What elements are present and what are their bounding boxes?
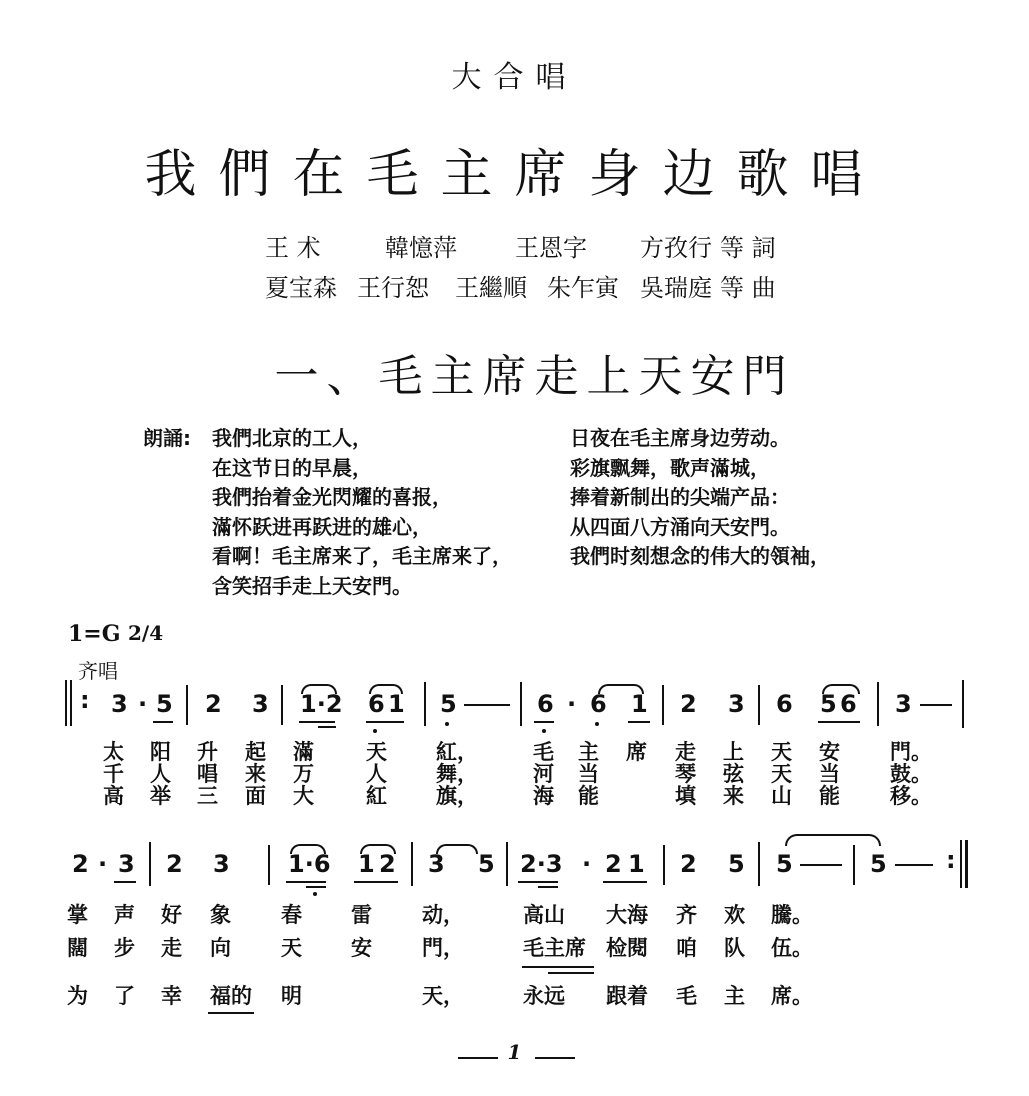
barline (411, 842, 413, 886)
lyric: 填 (675, 784, 696, 808)
underline (318, 726, 336, 728)
score-line-1 (0, 680, 1029, 740)
lyric: 門。 (890, 740, 932, 764)
lyric: 永远 (523, 984, 565, 1008)
note: 2 (166, 850, 183, 878)
lyric: 毛 (676, 984, 697, 1008)
lyric: 人 (366, 762, 387, 786)
lyric: 高山 (523, 903, 565, 927)
score-line-2 (0, 840, 1029, 900)
extension-dash (920, 704, 952, 706)
lyric: 移。 (890, 784, 932, 808)
lyric: 春 (281, 903, 302, 927)
lyric: 海 (533, 784, 554, 808)
lyric: 唱 (197, 762, 218, 786)
note: 2 (379, 850, 396, 878)
repeat-end-barline (965, 840, 968, 888)
composer-name: 王繼順 (455, 274, 527, 302)
composer-name: 王行恕 (357, 274, 429, 302)
lyric: 面 (245, 784, 266, 808)
recitation-line: 日夜在毛主席身边劳动。 (570, 426, 790, 450)
lyric: 大海 (606, 903, 648, 927)
lyricist-name: 王恩字 (515, 234, 587, 262)
recitation-line: 含笑招手走上天安門。 (212, 573, 412, 598)
lyric: 能 (578, 784, 599, 808)
lyric: 为 (67, 984, 88, 1008)
lyric: 高 (103, 784, 124, 808)
lyric: 天， (422, 984, 464, 1008)
note: 1 (388, 690, 405, 718)
lyric: 当 (578, 762, 599, 786)
barline (506, 842, 508, 886)
lyric: 举 (150, 784, 171, 808)
lyric: 象 (210, 903, 231, 927)
lyric: 毛主席 (523, 936, 586, 960)
note: 2 (680, 850, 697, 878)
underline (286, 881, 326, 883)
lyric: 紅 (366, 784, 387, 808)
lyric: 弦 (723, 762, 744, 786)
note: 5 (776, 850, 793, 878)
lyricist-name: 韓憶萍 (385, 234, 457, 262)
lyric: 舞， (436, 762, 478, 786)
lyric: 升 (197, 740, 218, 764)
section-title: 一、毛主席走上天安門 (274, 351, 795, 402)
melisma-underline (208, 1012, 254, 1014)
repeat-start-barline (70, 680, 72, 726)
lyric: 明 (281, 984, 302, 1008)
note: 3 (428, 850, 445, 878)
note: 1·2 (300, 690, 343, 718)
underline (114, 881, 136, 883)
composer-suffix: 等 曲 (720, 274, 776, 302)
note-dot: · (567, 690, 577, 718)
note: 2 (680, 690, 697, 718)
lyric: 齐 (676, 903, 697, 927)
page-number-rule (535, 1057, 575, 1059)
barline (962, 680, 964, 728)
low-octave-dot (445, 722, 449, 726)
note: 5 (440, 690, 457, 718)
lyric: 主 (578, 740, 599, 764)
lyric: 了 (114, 984, 135, 1008)
note: 1·6 (288, 850, 331, 878)
recitation-line: 在这节日的早晨， (212, 455, 372, 480)
lyric: 千 (103, 762, 124, 786)
voice-marking: 齐唱 (78, 659, 118, 683)
note: 5 (820, 690, 837, 718)
note: 3 (118, 850, 135, 878)
lyric: 检閱 (606, 936, 648, 960)
lyric: 大 (293, 784, 314, 808)
lyric: 天 (771, 762, 792, 786)
note: 6 (537, 690, 554, 718)
recitation-line: 我們时刻想念的伟大的領袖， (570, 544, 830, 568)
lyric: 万 (293, 762, 314, 786)
low-octave-dot (373, 729, 377, 733)
lyric: 毛 (533, 740, 554, 764)
lyric: 阳 (150, 740, 171, 764)
note-dot: · (582, 850, 592, 878)
recitation-line: 我們北京的工人， (212, 426, 372, 450)
extension-dash (464, 704, 510, 706)
underline (354, 881, 398, 883)
barline (877, 682, 879, 726)
lyric: 天 (366, 740, 387, 764)
tie (785, 834, 881, 846)
barline (149, 842, 151, 886)
recitation-line: 滿怀跃进再跃进的雄心， (212, 514, 432, 539)
lyric: 河 (533, 762, 554, 786)
time-signature: 2/4 (128, 621, 164, 645)
note: 6 (590, 690, 607, 718)
note: 5 (870, 850, 887, 878)
recitation-line: 捧着新制出的尖端产品： (570, 485, 790, 509)
underline (518, 881, 558, 883)
lyric: 能 (819, 784, 840, 808)
lyric: 声 (114, 903, 135, 927)
lyric: 闊 (67, 936, 88, 960)
note: 3 (213, 850, 230, 878)
barline (758, 842, 760, 886)
song-title: 我們在毛主席身边歌唱 (144, 145, 885, 205)
lyric: 咱 (676, 936, 697, 960)
note: 6 (840, 690, 857, 718)
note: 3 (895, 690, 912, 718)
lyric: 門， (422, 936, 464, 960)
repeat-colon: : (946, 846, 956, 874)
lyricist-name: 王 术 (265, 234, 321, 262)
lyric: 旗， (436, 784, 478, 808)
page-number: 1 (507, 1040, 522, 1064)
underline (366, 721, 404, 723)
composer-name: 吳瑞庭 (640, 274, 712, 302)
note: 2 (205, 690, 222, 718)
recitation-right-column (570, 424, 830, 572)
note: 2 (605, 850, 622, 878)
low-octave-dot (313, 892, 317, 896)
note: 1 (628, 850, 645, 878)
extension-dash (895, 864, 933, 866)
barline (663, 845, 665, 885)
barline (424, 682, 426, 726)
note: 1 (631, 690, 648, 718)
note-dot: · (98, 850, 108, 878)
extension-dash (800, 864, 842, 866)
composer-name: 夏宝森 (265, 274, 337, 302)
lyric: 向 (210, 936, 231, 960)
recitation-left-column (212, 424, 512, 601)
lyric: 太 (103, 740, 124, 764)
underline (306, 886, 326, 888)
low-octave-dot (595, 722, 599, 726)
lyric: 琴 (675, 762, 696, 786)
key-signature: 1=G (68, 621, 121, 647)
recitation-label: 朗誦: (143, 426, 191, 450)
lyric: 天 (281, 936, 302, 960)
lyric: 山 (771, 784, 792, 808)
underline (628, 721, 650, 723)
note: 5 (728, 850, 745, 878)
underline (534, 721, 554, 723)
lyric: 人 (150, 762, 171, 786)
lyric: 天 (771, 740, 792, 764)
lyric: 安 (351, 936, 372, 960)
lyric: 队 (724, 936, 745, 960)
lyric: 来 (245, 762, 266, 786)
lyric: 三 (197, 784, 218, 808)
recitation-line: 从四面八方涌向天安門。 (570, 514, 790, 539)
melisma-underline (548, 972, 594, 974)
lyric: 动， (422, 903, 464, 927)
lyric: 福的 (210, 984, 252, 1008)
low-octave-dot (542, 729, 546, 733)
barline (268, 845, 270, 885)
barline (281, 685, 283, 725)
lyric: 跟着 (606, 984, 648, 1008)
note: 3 (252, 690, 269, 718)
note: 3 (728, 690, 745, 718)
lyric: 雷 (351, 903, 372, 927)
lyricist-suffix: 等 詞 (720, 234, 776, 262)
barline (186, 685, 188, 725)
barline (662, 685, 664, 725)
lyric: 主 (724, 984, 745, 1008)
lyric: 幸 (161, 984, 182, 1008)
note: 6 (368, 690, 385, 718)
lyric: 滿 (293, 740, 314, 764)
lyric: 走 (675, 740, 696, 764)
lyric: 来 (723, 784, 744, 808)
composer-name: 朱乍寅 (547, 274, 619, 302)
melisma-underline (522, 966, 594, 968)
note: 1 (358, 850, 375, 878)
lyric: 伍。 (771, 936, 813, 960)
lyric: 席 (626, 740, 647, 764)
underline (153, 721, 173, 723)
underline (818, 721, 860, 723)
repeat-start-barline (65, 680, 67, 726)
chorus-subtitle: 大合唱 (451, 60, 578, 95)
underline (299, 721, 335, 723)
lyric: 好 (161, 903, 182, 927)
lyric: 鼓。 (890, 762, 932, 786)
note: 6 (776, 690, 793, 718)
barline (853, 845, 855, 885)
note-dot: · (138, 690, 148, 718)
lyricist-name: 方孜行 (640, 234, 712, 262)
note: 3 (111, 690, 128, 718)
lyric: 席。 (771, 984, 813, 1008)
repeat-colon: : (80, 686, 90, 714)
lyric: 当 (819, 762, 840, 786)
lyric: 起 (245, 740, 266, 764)
recitation-line: 看啊！毛主席来了，毛主席来了， (212, 544, 512, 568)
note: 2 (72, 850, 89, 878)
underline (538, 886, 558, 888)
underline (603, 881, 647, 883)
note: 5 (156, 690, 173, 718)
lyric: 騰。 (771, 903, 813, 927)
lyric: 欢 (724, 903, 745, 927)
recitation-line: 我們抬着金光閃耀的喜报， (212, 485, 452, 509)
barline (520, 682, 522, 726)
lyric: 走 (161, 936, 182, 960)
recitation-line: 彩旗飘舞，歌声滿城， (570, 455, 770, 480)
lyric: 安 (819, 740, 840, 764)
lyric: 掌 (67, 903, 88, 927)
barline (758, 685, 760, 725)
lyric: 紅， (436, 740, 478, 764)
lyric: 步 (114, 936, 135, 960)
note: 2·3 (520, 850, 563, 878)
repeat-end-barline (960, 840, 962, 888)
lyric: 上 (723, 740, 744, 764)
note: 5 (478, 850, 495, 878)
